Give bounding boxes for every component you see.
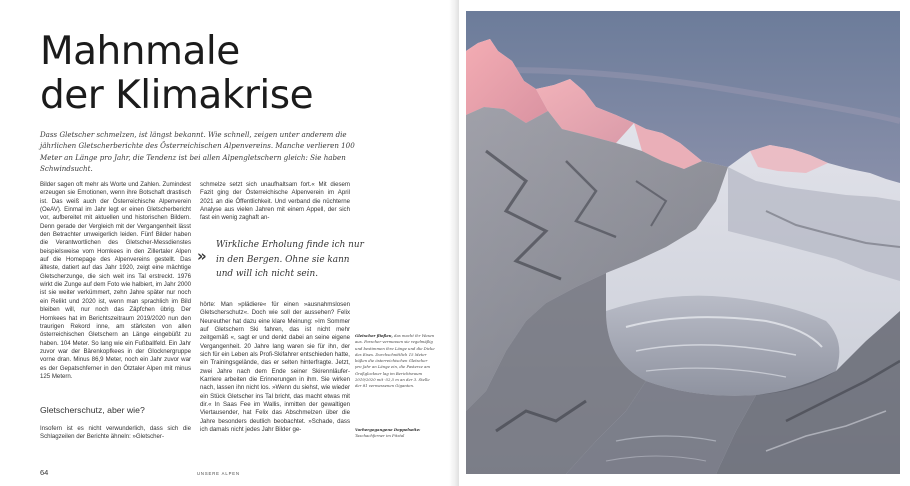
glacier-illustration — [466, 11, 900, 474]
previous-spread-caption — [355, 427, 435, 440]
previous-spread-label: Vorhergegangene Doppelseite: — [355, 427, 421, 432]
body-column-2-continued: hörte: Man »plädiere« für einen »ausnahmslosen Gletscherschutz«. Doch wie soll der aussehen? Felix Neureuther hat dazu eine klare Meinung: »Im Sommer auf Gletschern Ski fahren, das ist nicht mehr zeitgemäß «, sagt er und denkt dabei an seine eigene Vergangenheit. 20 Jahre lang waren sie für ihn, der sich für ein Leben als Profi-Skifahrer entschieden hatte, ein Trainingsgelände, das er selten hinterfragte. Jetzt, zwei Jahre nach dem Ende seiner Skirennläufer-Karriere arbeiten die Erinnerungen in ihm. Sie wirken nach, lassen ihn nicht los. »Wenn du siehst, wie wieder ein Stück Gletscher ins Tal bricht, das macht etwas mit dir.« In Saas Fee im Wallis, inmitten der gewaltigen Viertausender, hat Felix das Abschmelzen über die Jahre besonders deutlich beobachtet. »Schade, dass ich damals nicht jedes Jahr Bilder ge- — [200, 301, 350, 434]
title-line-1: Mahnmale — [40, 29, 240, 74]
pull-quote-text: Wirkliche Erholung finde ich nur in den Bergen. Ohne sie kann und will ich nicht sein. — [216, 240, 364, 280]
section-subhead: Gletscherschutz, aber wie? — [40, 405, 145, 415]
photo-caption — [355, 333, 435, 390]
title-line-2: der Klimakrise — [40, 73, 314, 118]
article-lead: Dass Gletscher schmelzen, ist längst bekannt. Wie schnell, zeigen unter anderem die jährlichen Gletscherberichte des Österreichischen Alpenvereins. Manche verlieren 100 Meter an Länge pro Jahr, die Tendenz ist bei allen Alpengletschern gleich: Sie haben Schwindsucht. — [40, 130, 355, 174]
body-column-2-text: schmelze setzt sich unaufhaltsam fort.« Mit diesem Fazit ging der Österreichische Alpenverein im April 2021 an die Öffentlichkeit. Und verband die nüchterne Analyse aus vielen Jahren mit einem Appell, der sich fast ein wenig zaghaft an- — [200, 181, 350, 222]
caption-text: das macht ihr Wesen aus. Forscher vermessen sie regelmäßig und bestimmen ihre Länge und die Dicke des Eises. Durchschnittlich 15 Meter büßen die österreichischen Gletscher pro Jahr an Länge ein, die Pasterze am Großglockner lag im Berichtsraum 2019/2020 mit -52,5 m an der 3. Stelle der 81 vermessenen Giganten. — [355, 333, 435, 389]
article-title — [40, 30, 313, 118]
running-title: UNSERE ALPEN — [197, 471, 240, 476]
page-gutter — [449, 0, 459, 486]
glacier-photo — [466, 11, 900, 474]
pull-quote — [197, 238, 364, 284]
previous-spread-text: Taschachferner im Pitztal — [355, 433, 405, 439]
caption-lead-bold: Gletscher fließen, — [355, 333, 393, 338]
body-column-1-continued: Insofern ist es nicht verwunderlich, dass sich die Schlagzeilen der Berichte ähneln: »Gletscher- — [40, 425, 191, 441]
quote-mark-icon: » — [197, 247, 207, 265]
page-number: 64 — [40, 468, 49, 477]
body-column-1-text: Bilder sagen oft mehr als Worte und Zahlen. Zumindest erzeugen sie Emotionen, wenn ihre Botschaft drastisch ist. Das weiß auch der Österreichische Alpenverein (OeAV). Einmal im Jahr legt er einen Gletscherbericht vor, aufbereitet mit aktuellen und historischen Bildern. Denn gerade der Vergleich mit der Vergangenheit lässt den Betrachter unweigerlich leiden. Fünf Bilder haben die Verantwortlichen des Gletscher-Messdienstes beispielsweise vom Hornkees in den Zillertaler Alpen auf die Homepage des Alpenvereins gestellt. Das älteste, datiert auf das Jahr 1920, zeigt eine mächtige Gletscherzunge, die sich weit ins Tal erstreckt. 1976 wirkt die Zunge auf dem Foto wie halbiert, im Jahr 2000 ist sie weiter verkümmert, zehn Jahre später nur noch ein Relikt und 2020 ist, wenn man sprachlich im Bild bleiben will, nur noch das Zäpfchen übrig. Der Hornkees hat im Berichtszeitraum 2019/2020 nun den traurigen Rekord inne, am stärksten von allen österreichischen Gletschern an Länge eingebüßt zu haben. 104 Meter. So lang wie ein Fußballfeld. Ein Jahr zuvor war der Bärenkopfkees in der Glocknergruppe vorne dran. Minus 86,9 Meter, noch ein Jahr zuvor war es der Gepatschferner in den Ötztaler Alpen mit minus 125 Metern. — [40, 181, 191, 380]
